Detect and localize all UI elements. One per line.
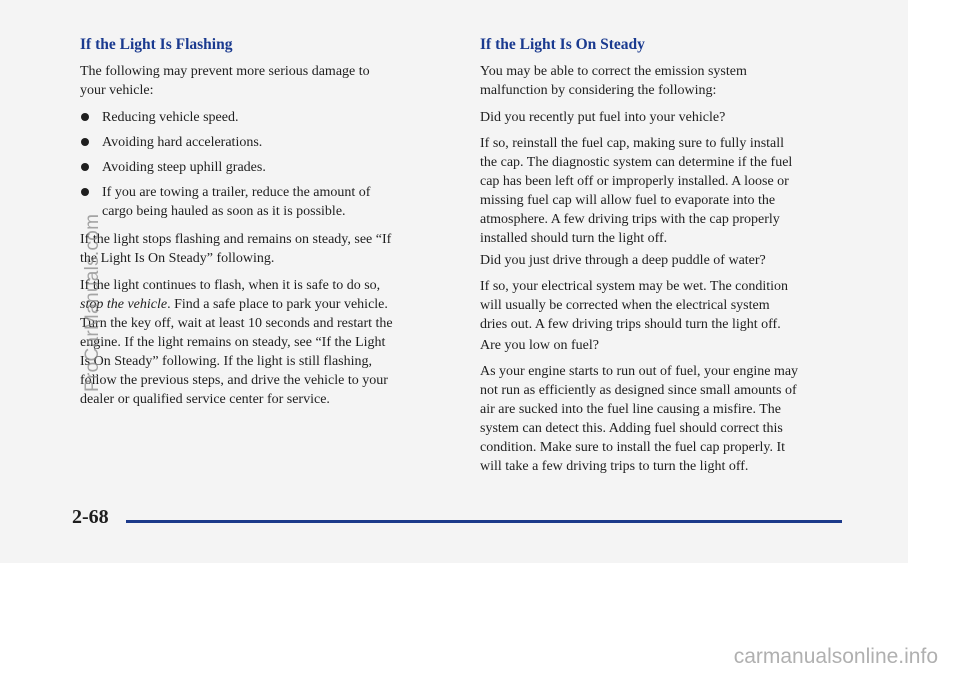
text-line: the cap. The diagnostic system can determine if the fuel <box>480 155 793 170</box>
text-line: Avoiding hard accelerations. <box>102 135 263 150</box>
bullet-item <box>80 108 238 127</box>
text-line: Reducing vehicle speed. <box>102 110 239 125</box>
text-line: The following may prevent more serious damage to <box>80 64 370 79</box>
question-fuel: Did you recently put fuel into your vehicle? <box>480 110 726 125</box>
bullet-icon <box>81 188 89 196</box>
text-line: cap has been left off or improperly installed. A loose or <box>480 174 789 189</box>
text-line: condition. Make sure to install the fuel cap properly. It <box>480 440 786 455</box>
text-line: air are sucked into the fuel line causing a misfire. The <box>480 402 782 417</box>
site-watermark: carmanualsonline.info <box>733 645 938 668</box>
heading-light-on-steady: If the Light Is On Steady <box>480 36 645 53</box>
emphasis-stop-vehicle: stop the vehicle <box>80 297 168 312</box>
text-line: Is On Steady” following. If the light is still flashing, <box>80 354 373 369</box>
text-line: If the light continues to flash, when it is safe to do so, <box>80 278 381 293</box>
text-line: . Find a safe place to park your vehicle. <box>167 297 388 312</box>
text-line: missing fuel cap will allow fuel to evaporate into the <box>480 193 776 208</box>
text-line: not run as efficiently as designed since small amounts of <box>480 383 797 398</box>
bullet-icon <box>81 163 89 171</box>
left-para-1 <box>80 230 391 268</box>
text-line: installed should turn the light off. <box>480 231 668 246</box>
text-line: system can detect this. Adding fuel should correct this <box>480 421 783 436</box>
right-intro <box>480 62 747 100</box>
text-line: If so, reinstall the fuel cap, making sure to fully install <box>480 136 785 151</box>
heading-light-flashing: If the Light Is Flashing <box>80 36 233 53</box>
text-line: atmosphere. A few driving trips with the cap properly <box>480 212 780 227</box>
bullet-icon <box>81 113 89 121</box>
vertical-watermark: ProCarManuals.com <box>82 213 103 392</box>
text-line: Turn the key off, wait at least 10 seconds and restart the <box>80 316 393 331</box>
bullet-icon <box>81 138 89 146</box>
footer-divider <box>126 520 842 523</box>
text-line: If the light stops flashing and remains on steady, see “If <box>80 232 392 247</box>
text-line: cargo being hauled as soon as it is possible. <box>102 204 346 219</box>
answer-electrical <box>480 277 788 334</box>
text-line: If you are towing a trailer, reduce the amount of <box>102 185 371 200</box>
text-line: dealer or qualified service center for service. <box>80 392 330 407</box>
text-line: follow the previous steps, and drive the vehicle to your <box>80 373 388 388</box>
text-line: dries out. A few driving trips should turn the light off. <box>480 317 781 332</box>
left-intro <box>80 62 370 100</box>
text-line: malfunction by considering the following: <box>480 83 717 98</box>
text-line: You may be able to correct the emission system <box>480 64 747 79</box>
answer-fuel-cap <box>480 134 792 248</box>
text-line: will take a few driving trips to turn the light off. <box>480 459 749 474</box>
question-low-fuel: Are you low on fuel? <box>480 338 599 353</box>
text-line: engine. If the light remains on steady, see “If the Light <box>80 335 386 350</box>
text-line: If so, your electrical system may be wet. The condition <box>480 279 789 294</box>
bullet-item <box>80 183 370 221</box>
page-number: 2-68 <box>72 506 109 528</box>
bullet-item <box>80 133 262 152</box>
text-line: will usually be corrected when the electrical system <box>480 298 770 313</box>
text-line: your vehicle: <box>80 83 154 98</box>
bullet-item <box>80 158 266 177</box>
text-line: Avoiding steep uphill grades. <box>102 160 266 175</box>
left-para-2 <box>80 276 393 409</box>
question-puddle: Did you just drive through a deep puddle of water? <box>480 253 766 268</box>
text-line: the Light Is On Steady” following. <box>80 251 275 266</box>
text-line: As your engine starts to run out of fuel, your engine may <box>480 364 799 379</box>
answer-misfire <box>480 362 798 476</box>
